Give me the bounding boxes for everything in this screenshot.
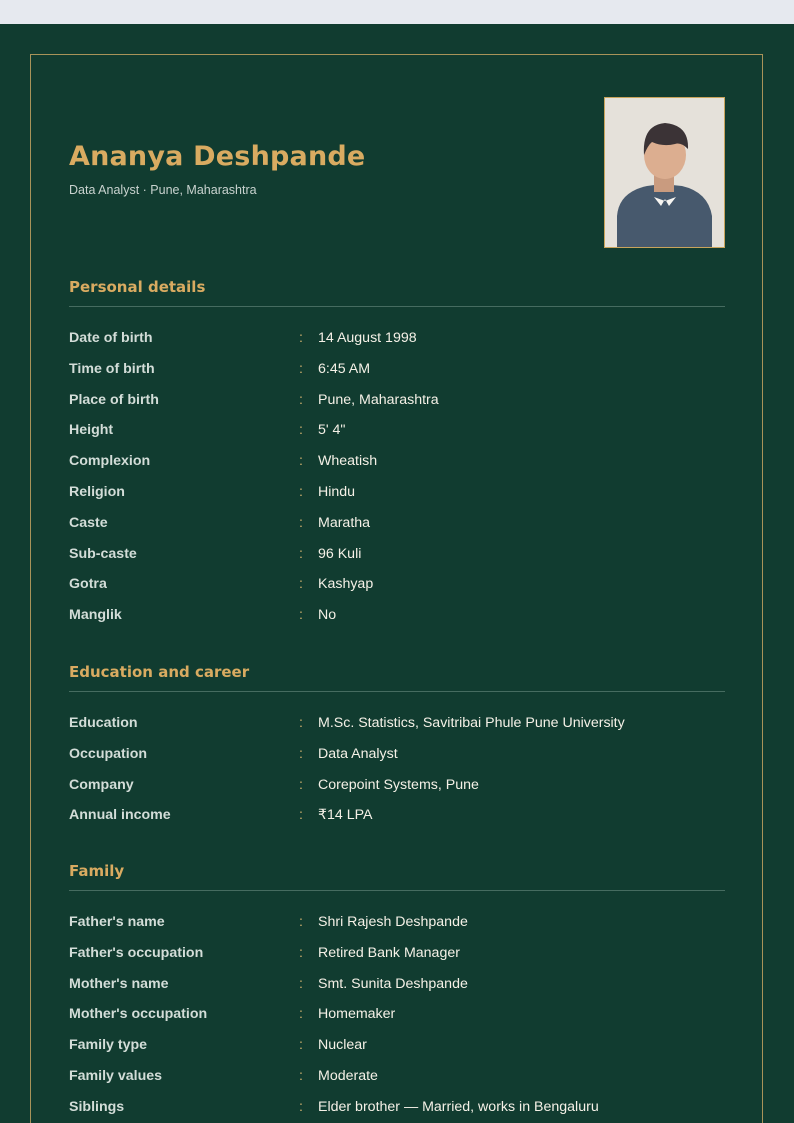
detail-label: Family type [69,1037,148,1054]
detail-label: Father's name [69,914,165,930]
detail-label: Complexion [69,453,151,470]
detail-label: Company [69,776,134,793]
detail-label: Time of birth [69,360,155,377]
detail-value: Pune, Maharashtra [318,391,439,408]
detail-value: Data Analyst [318,745,398,762]
detail-value: 14 August 1998 [318,330,417,346]
detail-row-religion [69,477,725,508]
section-divider [69,890,725,891]
section-divider [69,691,725,692]
detail-label: Father's occupation [69,944,204,961]
detail-value: Shri Rajesh Deshpande [318,914,468,930]
colon-separator: : [299,1098,303,1115]
detail-value: M.Sc. Statistics, Savitribai Phule Pune University [318,715,625,731]
detail-row-date-of-birth [69,323,725,354]
colon-separator: : [299,807,303,824]
biodata-page [0,24,794,1123]
profile-photo [604,97,725,248]
detail-row-family-type [69,1030,725,1061]
detail-row-education [69,708,725,739]
detail-value: ₹14 LPA [318,807,373,824]
detail-label: Date of birth [69,330,153,346]
detail-label: Manglik [69,607,122,624]
detail-value: Hindu [318,483,356,500]
detail-value: Smt. Sunita Deshpande [318,975,468,992]
detail-row-manglik [69,600,725,631]
colon-separator: : [299,745,303,762]
colon-separator: : [299,944,303,961]
colon-separator: : [299,330,303,346]
detail-row-complexion [69,446,725,477]
detail-row-company [69,770,725,801]
detail-value: Retired Bank Manager [318,944,460,961]
detail-value: Wheatish [318,453,378,470]
detail-row-height [69,415,725,446]
colon-separator: : [299,1006,303,1023]
colon-separator: : [299,975,303,992]
detail-row-occupation [69,739,725,770]
detail-label: Siblings [69,1098,125,1115]
colon-separator: : [299,1037,303,1054]
detail-label: Place of birth [69,391,159,408]
detail-label: Sub-caste [69,545,137,562]
detail-label: Religion [69,483,125,500]
detail-value: Maratha [318,514,371,531]
detail-row-family-values [69,1061,725,1092]
detail-label: Annual income [69,807,171,824]
detail-value: Kashyap [318,576,374,593]
section-title-family: Family [69,862,125,880]
person-avatar-icon [605,98,724,247]
colon-separator: : [299,514,303,531]
detail-label: Mother's occupation [69,1006,208,1023]
detail-row-mothers-occupation [69,999,725,1030]
detail-value: 96 Kuli [318,545,362,562]
colon-separator: : [299,453,303,470]
section-title-personal-details: Personal details [69,278,206,296]
detail-value: 6:45 AM [318,360,371,377]
detail-value: Nuclear [318,1037,367,1054]
detail-label: Family values [69,1067,163,1084]
profile-name: Ananya Deshpande [69,141,366,172]
colon-separator: : [299,391,303,408]
education-career-section [69,659,725,831]
colon-separator: : [299,576,303,593]
section-divider [69,306,725,307]
family-section [69,858,725,1123]
profile-subtitle: Data Analyst · Pune, Maharashtra [69,183,257,197]
section-title-education-career: Education and career [69,663,250,681]
colon-separator: : [299,422,303,439]
detail-value: 5' 4" [318,422,346,439]
detail-value: No [318,607,337,624]
colon-separator: : [299,1067,303,1084]
detail-label: Caste [69,514,108,531]
detail-label: Height [69,422,114,439]
detail-row-gotra [69,569,725,600]
profile-header [69,97,725,249]
colon-separator: : [299,715,303,731]
detail-value: Moderate [318,1067,378,1084]
detail-value: Elder brother — Married, works in Bengaluru [318,1098,599,1115]
personal-details-section [69,274,725,631]
colon-separator: : [299,483,303,500]
browser-top-strip [0,0,794,24]
colon-separator: : [299,776,303,793]
detail-value: Homemaker [318,1006,396,1023]
detail-value: Corepoint Systems, Pune [318,776,479,793]
colon-separator: : [299,545,303,562]
detail-row-mothers-name [69,969,725,1000]
detail-label: Occupation [69,745,148,762]
detail-row-time-of-birth [69,354,725,385]
detail-row-annual-income [69,800,725,831]
colon-separator: : [299,914,303,930]
colon-separator: : [299,607,303,624]
detail-label: Education [69,715,138,731]
detail-row-siblings [69,1092,725,1123]
detail-label: Mother's name [69,975,169,992]
detail-label: Gotra [69,576,107,593]
detail-row-fathers-name [69,907,725,938]
detail-row-sub-caste [69,539,725,570]
detail-row-fathers-occupation [69,938,725,969]
detail-row-place-of-birth [69,385,725,416]
colon-separator: : [299,360,303,377]
detail-row-caste [69,508,725,539]
